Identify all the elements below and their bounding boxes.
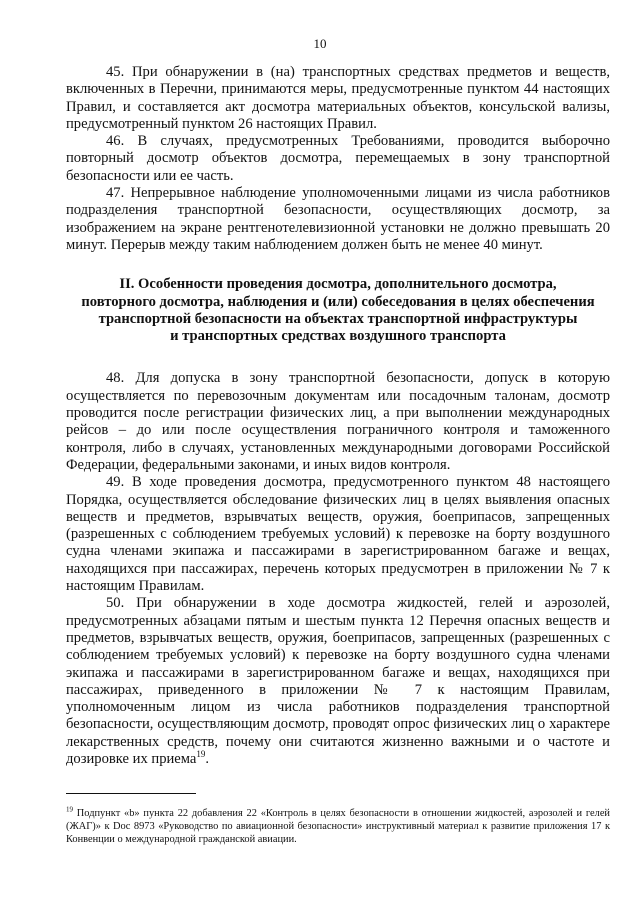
section-heading (66, 276, 610, 345)
footnote-reference: 19 (196, 749, 206, 760)
section-heading-line-3: транспортной безопасности на объектах транспортной инфраструктуры (98, 310, 578, 327)
paragraph-45: 45. При обнаружении в (на) транспортных средствах предметов и веществ, включенных в Перечни, принимаются меры, предусмотренные пунктом 44 настоящих Правил, и составляется акт досмотра материальных объектов, консульской вализы, предусмотренный пунктом 26 настоящих Правил. (66, 64, 610, 132)
document-body (66, 64, 610, 768)
paragraph-48: 48. Для допуска в зону транспортной безопасности, допуск в которую осуществляется по перевозочным документам или посадочным талонам, досмотр проводится после регистрации физических лиц, а при выполнении международных рейсов – до или после осуществления пограничного контроля и таможенного контроля, либо в случаях, установленных международными договорами Российской Федерации, федеральными законами, и иных видов контроля. (66, 370, 610, 473)
paragraph-50 (66, 595, 610, 768)
paragraph-50-text: 50. При обнаружении в ходе досмотра жидкостей, гелей и аэрозолей, предусмотренных абзацами пятым и шестым пункта 12 Перечня опасных веществ и предметов, взрывчатых веществ, оружия, боеприпасов, запрещенных (разрешенных с соблюдением требуемых условий) к перевозке на борту воздушного судна членами экипажа и пассажирами в зарегистрированном багаже и вещах, находящихся при пассажирах, приведенного в приложении № 7 к настоящим Правилам, уполномоченным лицом из числа работников подразделения транспортной безопасности, осуществляющим досмотр, проводят опрос физических лиц о характере лекарственных средств, почему они считаются жизненно важными и о частоте и дозировке их приема (66, 595, 610, 767)
footnote (66, 807, 610, 846)
footnote-marker: 19 (66, 805, 73, 814)
section-heading-line-4: и транспортных средствах воздушного транспорта (170, 328, 506, 345)
section-heading-line-1: II. Особенности проведения досмотра, дополнительного досмотра, (119, 276, 557, 293)
footnote-divider (66, 793, 196, 794)
paragraph-46: 46. В случаях, предусмотренных Требованиями, проводится выборочно повторный досмотр объектов досмотра, перемещаемых в зону транспортной безопасности или ее часть. (66, 133, 610, 184)
footnote-text: Подпункт «b» пункта 22 добавления 22 «Контроль в целях безопасности в отношении жидкостей, аэрозолей и гелей (ЖАГ)» к Doc 8973 «Руководство по авиационной безопасности» инструктивный материал к развитие приложения 17 к Конвенции о международной гражданской авиации. (66, 808, 610, 845)
paragraph-47: 47. Непрерывное наблюдение уполномоченными лицами из числа работников подразделения транспортной безопасности, осуществляющих досмотр, за изображением на экране рентгенотелевизионной установки не должно превышать 20 минут. Перерыв между таким наблюдением должен быть не менее 40 минут. (66, 185, 610, 253)
section-heading-line-2: повторного досмотра, наблюдения и (или) собеседования в целях обеспечения (81, 293, 595, 310)
page-number: 10 (313, 36, 327, 51)
paragraph-50-end: . (205, 750, 210, 767)
paragraph-49: 49. В ходе проведения досмотра, предусмотренного пунктом 48 настоящего Порядка, осуществляется обследование физических лиц в целях выявления опасных веществ и предметов, взрывчатых веществ, оружия, боеприпасов, запрещенных (разрешенных с соблюдением требуемых условий) к перевозке на борту воздушного судна членами экипажа и пассажирами в зарегистрированном багаже и вещах, находящихся при пассажирах, перечень которых предусмотрен в приложении № 7 к настоящим Правилам. (66, 474, 610, 595)
